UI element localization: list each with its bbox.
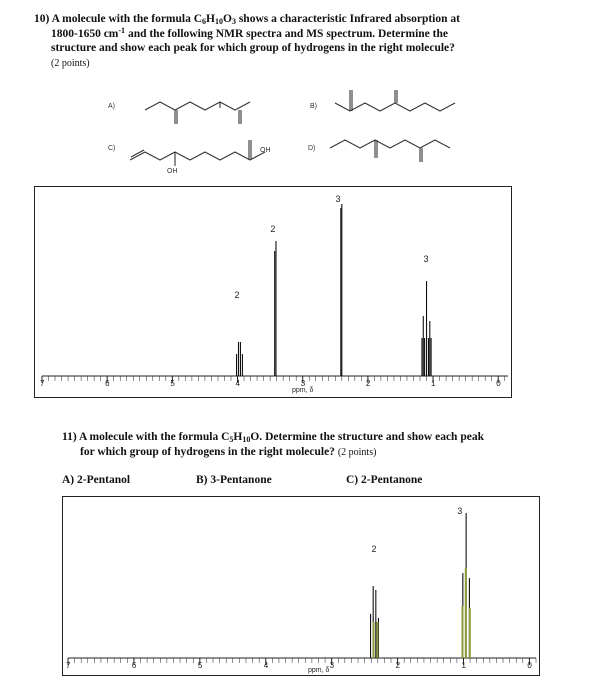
integration-label: 3: [335, 194, 341, 204]
option-d-label: D): [308, 145, 316, 152]
question-11-points: (2 points): [337, 446, 377, 458]
molecule-b-skeleton: [335, 103, 455, 111]
axis-tick-label: 1: [461, 661, 466, 670]
question-10: 10) A molecule with the formula $C_6H_{10}O_3$ shows a characteristic Infrared absorption at 1800-1650 $cm^{-1}$ and the following NMR spectra and MS spectrum. Determine the structure and show each peak for which group of hydrogens in the right molecule? (2 points): [34, 12, 594, 71]
axis-tick-label: 1: [431, 379, 436, 388]
answer-option-b: B) 3-Pentanone: [196, 474, 272, 486]
question-10-number: 10): [34, 13, 50, 25]
axis-tick-label: 5: [170, 379, 175, 388]
answer-option-c: C) 2-Pentanone: [346, 474, 423, 486]
integration-label: 2: [371, 544, 377, 554]
molecule-c-skeleton: [130, 152, 265, 160]
option-b-label: B): [310, 103, 317, 110]
question-10-body: 1800-1650 $cm^{-1}$ and the following NMR spectra and MS spectrum. Determine the structure and show each peak for which group of hydrogens in the right molecule? (2 points): [51, 25, 455, 69]
axis-tick-label: 6: [131, 661, 137, 670]
axis-tick-label: 3: [300, 379, 306, 388]
axis-tick-label: 2: [395, 661, 401, 670]
option-c-oh-label: OH: [167, 168, 178, 175]
question-11: 11) A molecule with the formula $C_5H_{10}O$. Determine the structure and show each peak for which group of hydrogens in the right molecule? (2 points): [62, 431, 484, 458]
molecule-a-skeleton: [145, 102, 250, 110]
integration-label: 2: [234, 290, 240, 300]
answer-option-a: A) 2-Pentanol: [62, 474, 131, 486]
axis-tick-label: 7: [40, 379, 45, 388]
option-c-acid-oh-label: OH: [260, 147, 271, 154]
axis-tick-label: 5: [197, 661, 203, 670]
axis-tick-label: 3: [329, 661, 335, 670]
question-11-number: 11): [62, 431, 77, 443]
axis-tick-label: 0: [527, 661, 532, 670]
spec2-axis-label: ppm, δ: [308, 667, 330, 674]
option-a-label: A): [108, 103, 115, 110]
nmr-spectrum-q10: [34, 186, 512, 398]
nmr-spectrum-q11: [62, 496, 540, 676]
axis-tick-label: 2: [365, 379, 371, 388]
molecule-options: [0, 0, 602, 200]
axis-tick-label: 0: [496, 379, 501, 388]
integration-label: 3: [457, 506, 463, 516]
question-10-points: (2 points): [51, 57, 90, 69]
integration-label: 2: [270, 224, 276, 234]
integration-label: 3: [423, 254, 429, 264]
axis-tick-label: 6: [105, 379, 110, 388]
spec1-axis-label: ppm, δ: [292, 387, 314, 394]
molecule-d-skeleton: [330, 140, 450, 148]
axis-tick-label: 7: [66, 661, 71, 670]
axis-tick-label: 4: [263, 661, 269, 670]
option-c-label: C): [108, 145, 116, 152]
axis-tick-label: 4: [235, 379, 240, 388]
